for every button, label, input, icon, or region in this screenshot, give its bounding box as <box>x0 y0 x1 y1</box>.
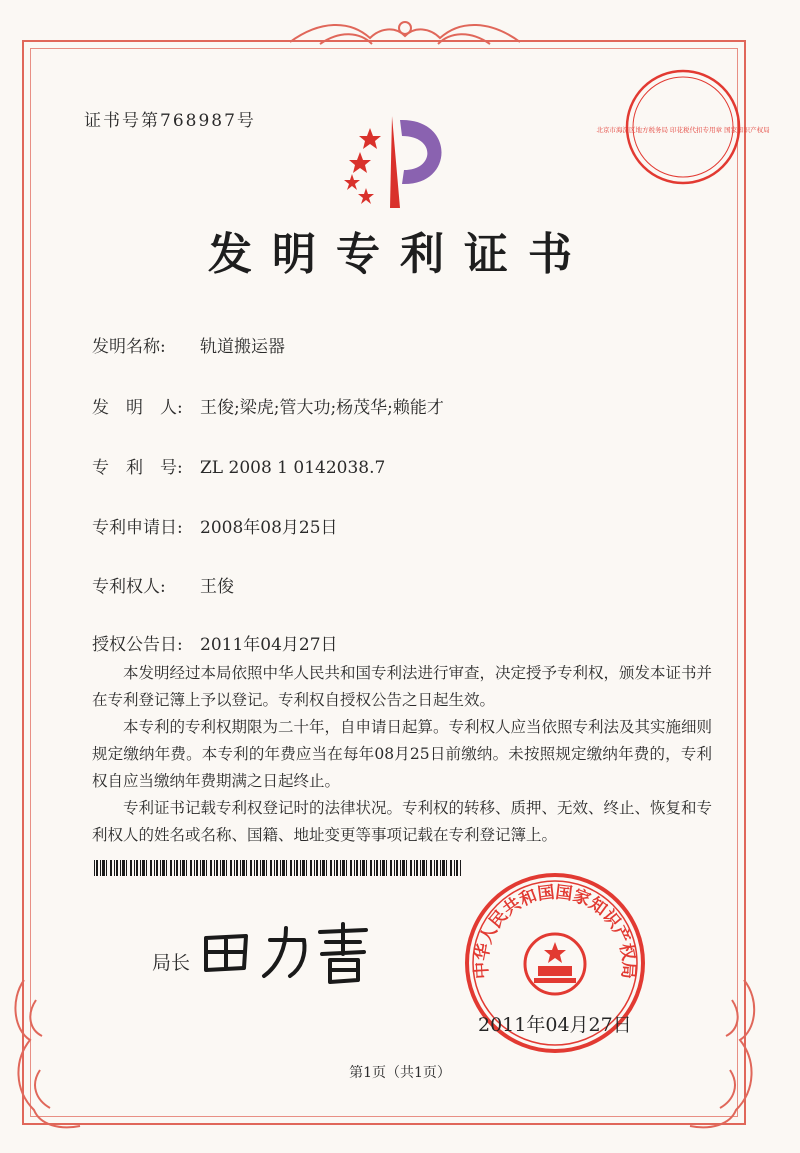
barcode-bar <box>414 860 415 876</box>
barcode-bar <box>102 860 105 876</box>
barcode-bar <box>360 860 361 876</box>
field-value: 王俊 <box>200 577 234 597</box>
seal-issuer: 中华人民共和国国家知识产权局 <box>471 882 639 980</box>
barcode-bar <box>254 860 255 876</box>
field-label: 发 明 人: <box>92 398 183 418</box>
barcode-bar <box>274 860 275 876</box>
barcode-bar <box>400 860 401 876</box>
barcode-bar <box>262 860 265 876</box>
right-ornament <box>690 980 754 1127</box>
field-value: 2011年04月27日 <box>200 635 338 655</box>
barcode-bar <box>134 860 135 876</box>
certificate-title: 发明专利证书 <box>208 229 592 280</box>
barcode-bar <box>246 860 247 876</box>
barcode-bar <box>160 860 161 876</box>
barcode-bar <box>456 860 458 876</box>
handwritten-signature <box>198 918 378 988</box>
field-inventors <box>92 393 444 418</box>
field-invention-name <box>92 332 285 357</box>
field-label: 发明名称: <box>92 337 166 357</box>
barcode-bar <box>396 860 398 876</box>
barcode-bar <box>330 860 332 876</box>
barcode-bar <box>394 860 395 876</box>
barcode-bar <box>130 860 132 876</box>
barcode-bar <box>94 860 95 876</box>
barcode-bar <box>226 860 227 876</box>
barcode-bar <box>126 860 127 876</box>
field-value: 王俊;梁虎;管大功;杨茂华;赖能才 <box>200 398 444 418</box>
barcode-bar <box>146 860 147 876</box>
field-label: 专利申请日: <box>92 518 183 538</box>
barcode-bar <box>176 860 178 876</box>
barcode-bar <box>210 860 212 876</box>
barcode-bar <box>266 860 267 876</box>
barcode-bar <box>356 860 358 876</box>
barcode-bar <box>296 860 298 876</box>
barcode-bar <box>310 860 312 876</box>
field-label: 专利权人: <box>92 577 166 597</box>
barcode-bar <box>382 860 385 876</box>
barcode-bar <box>450 860 452 876</box>
barcode-bar <box>406 860 407 876</box>
barcode-bar <box>366 860 367 876</box>
barcode-bar <box>426 860 427 876</box>
barcode-bar <box>196 860 198 876</box>
barcode-bar <box>334 860 335 876</box>
body-paragraph: 本发明经过本局依照中华人民共和国专利法进行审查，决定授予专利权，颁发本证书并在专利登记簿上予以登记。专利权自授权公告之日起生效。 <box>92 664 713 709</box>
barcode-bar <box>290 860 292 876</box>
barcode-bar <box>166 860 167 876</box>
barcode-bar <box>110 860 112 876</box>
barcode-bar <box>242 860 245 876</box>
signature-title: 局长 <box>152 952 191 974</box>
barcode-bar <box>346 860 347 876</box>
barcode-bar <box>402 860 405 876</box>
barcode-bar <box>430 860 432 876</box>
seal-date: 2011年04月27日 <box>478 1014 632 1036</box>
barcode-bar <box>202 860 205 876</box>
barcode-bar <box>186 860 187 876</box>
field-label: 专 利 号: <box>92 458 183 478</box>
certificate-number: 证书号第768987号 <box>84 111 256 131</box>
barcode-bar <box>416 860 418 876</box>
barcode-bar <box>434 860 435 876</box>
barcode-bar <box>320 860 321 876</box>
barcode-bar <box>106 860 107 876</box>
barcode-bar <box>206 860 207 876</box>
field-grant-date <box>92 630 338 655</box>
barcode-bar <box>194 860 195 876</box>
barcode-bar <box>282 860 285 876</box>
barcode-bar <box>150 860 152 876</box>
barcode-bar <box>260 860 261 876</box>
barcode-bar <box>190 860 192 876</box>
barcode-bar <box>300 860 301 876</box>
barcode-bar <box>442 860 445 876</box>
barcode-bar <box>214 860 215 876</box>
barcode-bar <box>370 860 372 876</box>
barcode-bar <box>340 860 341 876</box>
barcode-bar <box>302 860 305 876</box>
barcode-bar <box>96 860 98 876</box>
barcode-bar <box>336 860 338 876</box>
barcode-bar <box>182 860 185 876</box>
barcode-bar <box>316 860 318 876</box>
barcode-bar <box>154 860 155 876</box>
body-text <box>92 660 712 849</box>
barcode-bar <box>170 860 172 876</box>
field-patentee <box>92 572 234 597</box>
barcode-bar <box>270 860 272 876</box>
barcode-bar <box>380 860 381 876</box>
barcode-bar <box>306 860 307 876</box>
barcode-bar <box>354 860 355 876</box>
barcode-bar <box>362 860 365 876</box>
barcode-bar <box>122 860 125 876</box>
barcode-bar <box>280 860 281 876</box>
barcode-bar <box>240 860 241 876</box>
national-emblem-icon <box>525 934 585 994</box>
barcode-bar <box>100 860 101 876</box>
tax-stamp-text: 北京市海淀区地方税务局 印花税代扣专用章 国家知识产权局 <box>596 126 770 134</box>
body-paragraph: 本专利的专利权期限为二十年，自申请日起算。专利权人应当依照专利法及其实施细则规定缴纳年费。本专利的年费应当在每年08月25日前缴纳。未按照规定缴纳年费的，专利权自应当缴纳年费期满之日起终止。 <box>92 718 713 790</box>
barcode-bar <box>374 860 375 876</box>
barcode-bar <box>136 860 138 876</box>
barcode-bar <box>234 860 235 876</box>
barcode-bar <box>230 860 232 876</box>
barcode-bar <box>162 860 165 876</box>
barcode-bar <box>174 860 175 876</box>
barcode-bar <box>326 860 327 876</box>
field-patent-number <box>92 453 385 478</box>
barcode-bar <box>114 860 115 876</box>
barcode-bar <box>222 860 225 876</box>
barcode-bar <box>256 860 258 876</box>
barcode-bar <box>410 860 412 876</box>
barcode-bar <box>314 860 315 876</box>
barcode-bar <box>250 860 252 876</box>
barcode-bar <box>420 860 421 876</box>
barcode-bar <box>140 860 141 876</box>
barcode-bar <box>376 860 378 876</box>
body-paragraph: 专利证书记载专利权登记时的法律状况。专利权的转移、质押、无效、终止、恢复和专利权人的姓名或名称、国籍、地址变更等事项记载在专利登记簿上。 <box>92 799 713 844</box>
barcode-bar <box>120 860 121 876</box>
page-number: 第1页（共1页） <box>349 1065 451 1081</box>
barcode-bar <box>276 860 278 876</box>
field-application-date <box>92 513 338 538</box>
left-ornament <box>15 980 80 1127</box>
field-value: ZL 2008 1 0142038.7 <box>200 458 386 478</box>
barcode-bar <box>180 860 181 876</box>
barcode-bar <box>386 860 387 876</box>
field-value: 轨道搬运器 <box>200 337 285 357</box>
barcode-bar <box>454 860 455 876</box>
barcode-bar <box>294 860 295 876</box>
barcode-bar <box>436 860 438 876</box>
barcode-bar <box>446 860 447 876</box>
barcode-bar <box>116 860 118 876</box>
barcode-bar <box>156 860 158 876</box>
tax-stamp <box>596 66 770 188</box>
barcode-bar <box>216 860 218 876</box>
barcode-bar <box>342 860 345 876</box>
patent-office-emblem-icon <box>330 108 460 218</box>
barcode <box>94 860 464 876</box>
barcode-bar <box>220 860 221 876</box>
barcode-bar <box>350 860 352 876</box>
barcode-bar <box>286 860 287 876</box>
field-value: 2008年08月25日 <box>200 518 338 538</box>
barcode-bar <box>322 860 325 876</box>
barcode-bar <box>390 860 392 876</box>
barcode-bar <box>440 860 441 876</box>
barcode-bar <box>200 860 201 876</box>
field-label: 授权公告日: <box>92 635 183 655</box>
barcode-bar <box>422 860 425 876</box>
barcode-bar <box>142 860 145 876</box>
barcode-bar <box>236 860 238 876</box>
